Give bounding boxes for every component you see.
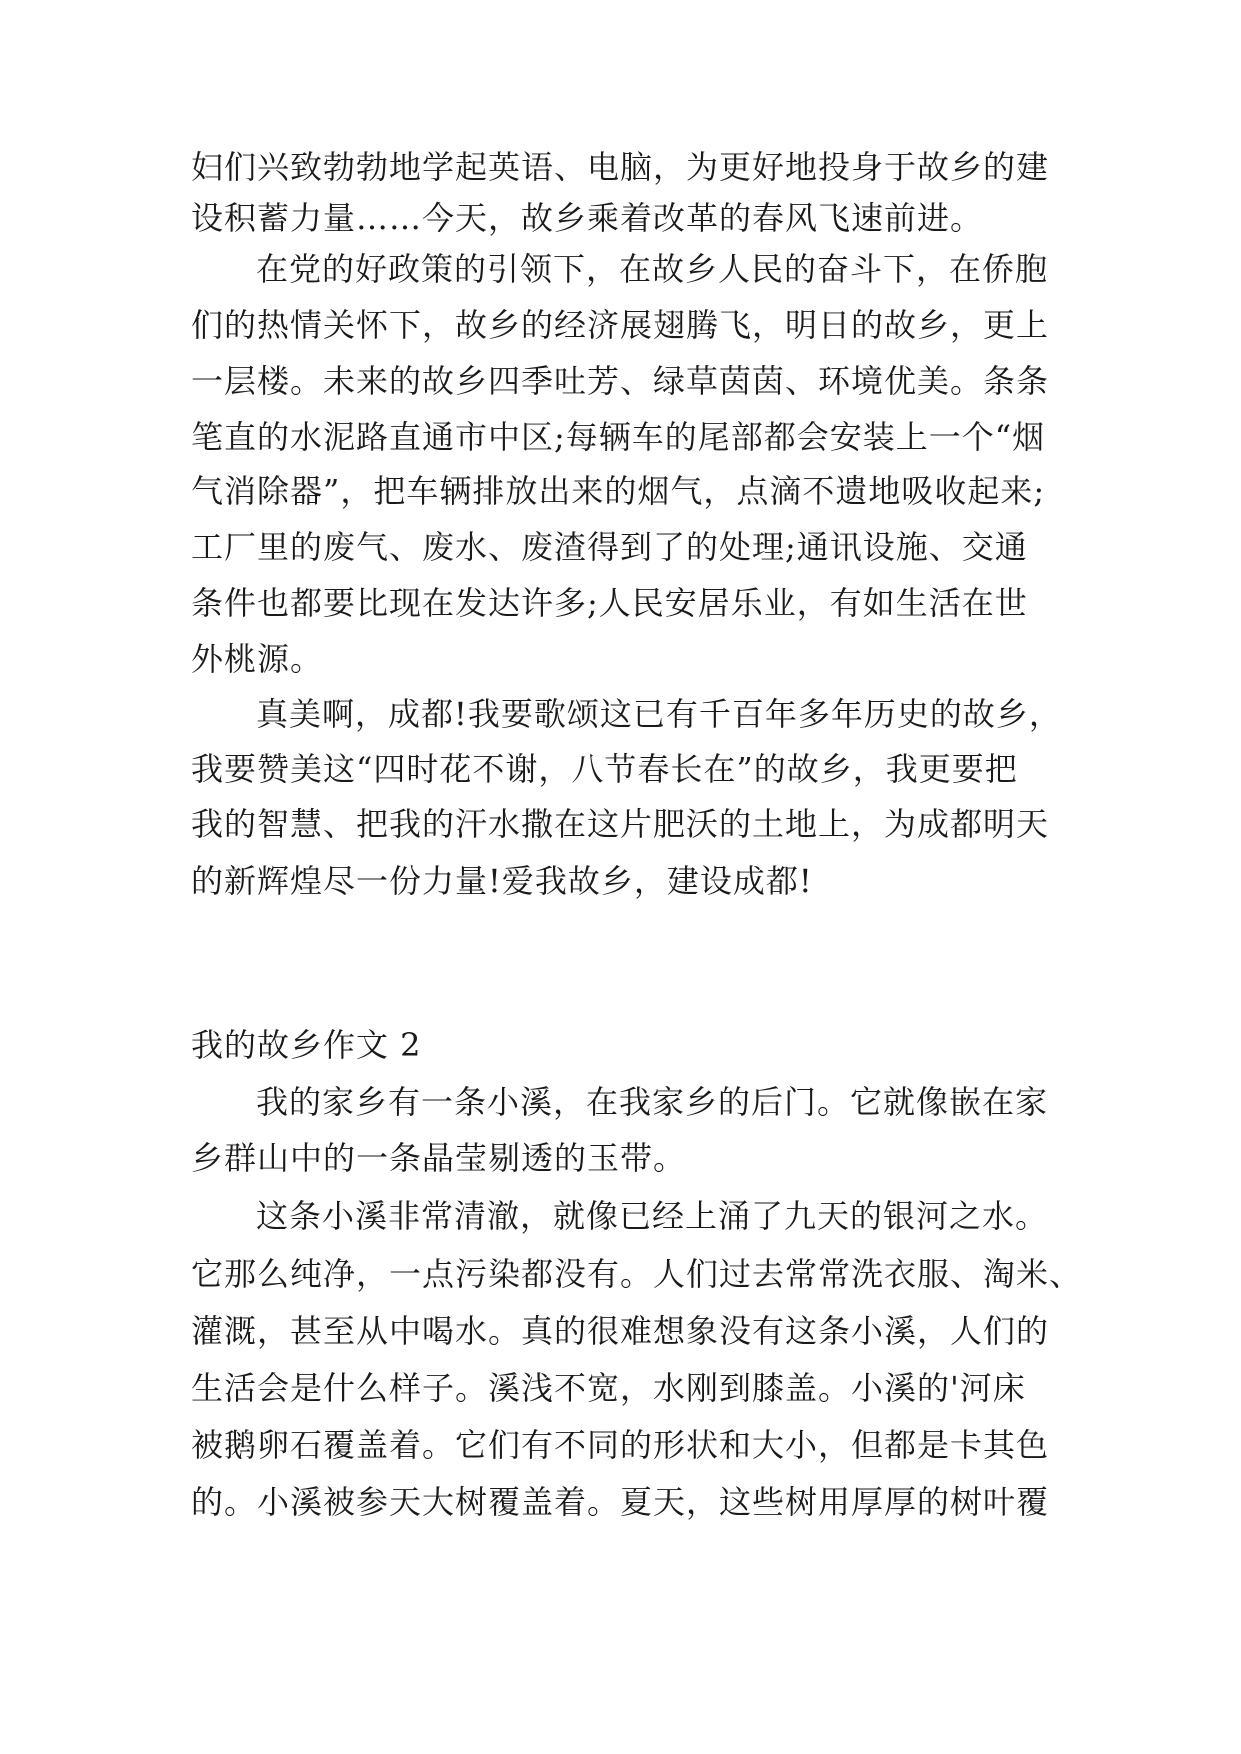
text-line: 的新辉煌尽一份力量!爱我故乡，建设成都! (191, 862, 813, 900)
text-line: 我要赞美这“四时花不谢，八节春长在”的故乡，我更要把 (191, 750, 1018, 788)
text-line: 工厂里的废气、废水、废渣得到了的处理;通讯设施、交通 (191, 528, 1028, 566)
paragraph-start-line: 在党的好政策的引领下，在故乡人民的奋斗下，在侨胞 (256, 250, 1049, 288)
text-line: 气消除器”，把车辆排放出来的烟气，点滴不遗地吸收起来; (191, 472, 1046, 510)
text-line: 条件也都要比现在发达许多;人民安居乐业，有如生活在世 (191, 584, 1028, 622)
text-line: 一层楼。未来的故乡四季吐芳、绿草茵茵、环境优美。条条 (191, 362, 1050, 400)
text-line: 外桃源。 (191, 640, 324, 678)
paragraph-start-line: 真美啊，成都!我要歌颂这已有千百年多年历史的故乡， (256, 695, 1062, 733)
text-line: 我的智慧、把我的汗水撒在这片肥沃的土地上，为成都明天 (191, 805, 1050, 843)
text-line: 设积蓄力量……今天，故乡乘着改革的春风飞速前进。 (191, 199, 984, 237)
text-line: 生活会是什么样子。溪浅不宽，水刚到膝盖。小溪的'河床 (191, 1369, 1026, 1407)
text-line: 笔直的水泥路直通市中区;每辆车的尾部都会安装上一个“烟 (191, 418, 1046, 456)
text-line: 的。小溪被参天大树覆盖着。夏天，这些树用厚厚的树叶覆 (191, 1483, 1050, 1521)
text-line: 们的热情关怀下，故乡的经济展翅腾飞，明日的故乡，更上 (191, 306, 1050, 344)
text-line: 灌溉，甚至从中喝水。真的很难想象没有这条小溪，人们的 (191, 1312, 1050, 1350)
paragraph-start-line: 这条小溪非常清澈，就像已经上涌了九天的银河之水。 (256, 1197, 1049, 1235)
text-line: 乡群山中的一条晶莹剔透的玉带。 (191, 1139, 687, 1177)
text-line: 被鹅卵石覆盖着。它们有不同的形状和大小，但都是卡其色 (191, 1426, 1050, 1464)
text-line: 它那么纯净，一点污染都没有。人们过去常常洗衣服、淘米、 (191, 1255, 1083, 1293)
section-heading: 我的故乡作文 2 (191, 1026, 422, 1064)
paragraph-start-line: 我的家乡有一条小溪，在我家乡的后门。它就像嵌在家 (256, 1083, 1049, 1121)
text-line: 妇们兴致勃勃地学起英语、电脑，为更好地投身于故乡的建 (191, 148, 1050, 186)
